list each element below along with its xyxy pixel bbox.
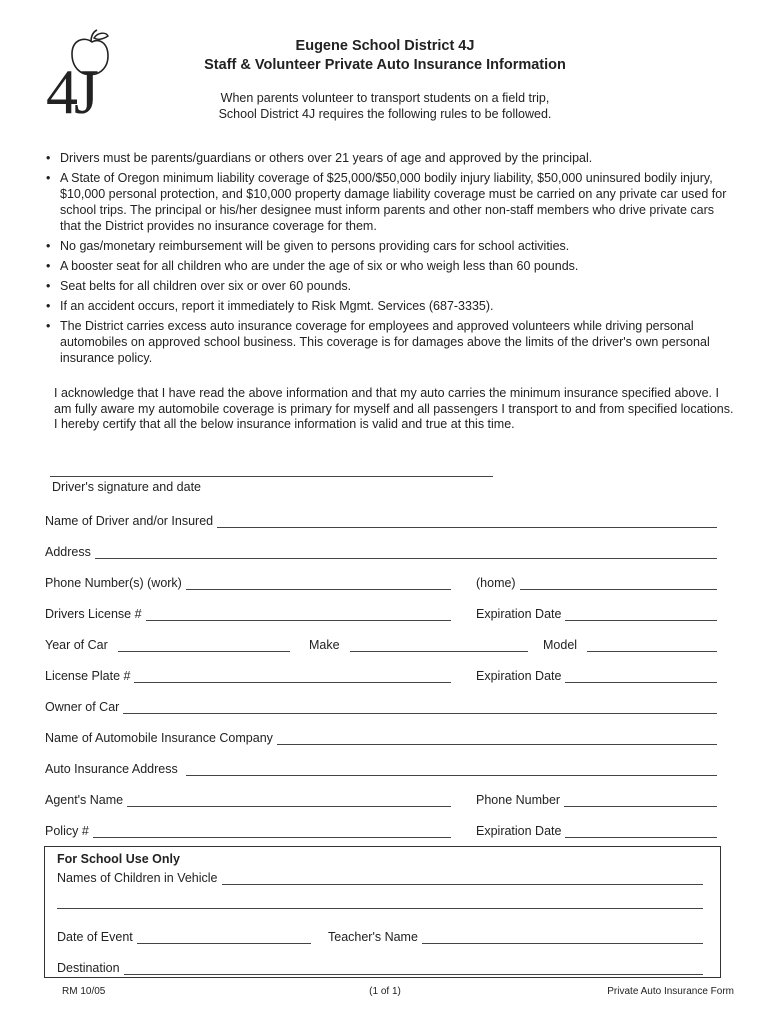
agent-phone-input[interactable] [564, 794, 717, 807]
plate-input[interactable] [134, 670, 451, 683]
rule-item: • The District carries excess auto insurance coverage for employees and approved volunteers while driving personal automobiles on approved school business. This coverage is for damages above the limits of the driver's own personal insurance policy. [44, 318, 734, 366]
children-names-input[interactable] [222, 872, 704, 885]
phone-home-field [476, 572, 717, 590]
destination-input[interactable] [124, 962, 703, 975]
policy-expiration-field [476, 820, 717, 838]
rule-item: • No gas/monetary reimbursement will be given to persons providing cars for school activities. [44, 238, 734, 254]
rule-item: • If an accident occurs, report it immediately to Risk Mgmt. Services (687-3335). [44, 298, 734, 314]
teacher-name-label: Teacher's Name [328, 930, 418, 944]
signature-line[interactable] [50, 476, 493, 477]
model-label: Model [543, 638, 578, 652]
insurance-company-label: Name of Automobile Insurance Company [45, 731, 273, 745]
policy-expiration-input[interactable] [565, 825, 717, 838]
agent-name-input[interactable] [127, 794, 451, 807]
driver-name-field [45, 510, 717, 528]
phone-work-field [45, 572, 451, 590]
phone-home-label: (home) [476, 576, 516, 590]
teacher-name-field [328, 926, 703, 944]
agent-name-field [45, 789, 451, 807]
children-names-input-line-2[interactable] [57, 908, 703, 909]
policy-expiration-label: Expiration Date [476, 824, 562, 838]
model-field [543, 634, 717, 652]
insurance-address-label: Auto Insurance Address [45, 762, 178, 776]
acknowledgement-text: I acknowledge that I have read the above information and that my auto carries the minimum insurance specified above. I am fully aware my automobile coverage is primary for myself and all passengers I transport to and from specified locations. I hereby certify that all the below insurance information is valid and true at this time. [54, 386, 734, 431]
signature-label: Driver's signature and date [52, 480, 201, 494]
agent-name-label: Agent's Name [45, 793, 124, 807]
policy-input[interactable] [93, 825, 451, 838]
form-title: Staff & Volunteer Private Auto Insurance Information [204, 57, 566, 73]
plate-label: License Plate # [45, 669, 131, 683]
insurance-company-field [45, 727, 717, 745]
event-date-field [57, 926, 311, 944]
event-date-input[interactable] [137, 931, 311, 944]
agent-phone-label: Phone Number [476, 793, 561, 807]
plate-field [45, 665, 451, 683]
license-expiration-label: Expiration Date [476, 607, 562, 621]
plate-expiration-field [476, 665, 717, 683]
children-names-field [57, 867, 703, 885]
year-label: Year of Car [45, 638, 108, 652]
insurance-address-input[interactable] [186, 763, 717, 776]
intro-line-1: When parents volunteer to transport students on a field trip, [220, 91, 550, 105]
rule-item: • Drivers must be parents/guardians or others over 21 years of age and approved by the principal. [44, 150, 734, 166]
license-expiration-field [476, 603, 717, 621]
children-names-label: Names of Children in Vehicle [57, 871, 218, 885]
intro-line-2: School District 4J requires the following rules to be followed. [218, 107, 552, 121]
make-input[interactable] [350, 639, 528, 652]
insurance-address-field [45, 758, 717, 776]
phone-home-input[interactable] [520, 577, 717, 590]
license-input[interactable] [146, 608, 451, 621]
driver-name-input[interactable] [217, 515, 717, 528]
form-name: Private Auto Insurance Form [607, 986, 734, 997]
address-input[interactable] [95, 546, 717, 559]
insurance-company-input[interactable] [277, 732, 717, 745]
year-input[interactable] [118, 639, 290, 652]
make-label: Make [309, 638, 340, 652]
license-label: Drivers License # [45, 607, 142, 621]
rule-item: • A State of Oregon minimum liability coverage of $25,000/$50,000 bodily injury liability, $50,000 uninsured bodily injury, $10,000 personal protection, and $10,000 property damage liability coverage must be carried on any private car used for school trips. The principal or his/her designee must inform parents and other non-staff members who drive private cars that the District provides no insurance coverage for them. [44, 170, 734, 234]
model-input[interactable] [587, 639, 717, 652]
license-field [45, 603, 451, 621]
form-code: RM 10/05 [62, 986, 106, 997]
year-field [45, 634, 290, 652]
owner-label: Owner of Car [45, 700, 120, 714]
phone-work-label: Phone Number(s) (work) [45, 576, 182, 590]
agent-phone-field [476, 789, 717, 807]
rule-item: • A booster seat for all children who are under the age of six or who weigh less than 60 pounds. [44, 258, 734, 274]
address-label: Address [45, 545, 91, 559]
destination-label: Destination [57, 961, 120, 975]
owner-field [45, 696, 717, 714]
school-use-heading: For School Use Only [57, 852, 180, 866]
teacher-name-input[interactable] [422, 931, 703, 944]
make-field [309, 634, 528, 652]
event-date-label: Date of Event [57, 930, 133, 944]
policy-field [45, 820, 451, 838]
page-number: (1 of 1) [369, 986, 401, 997]
driver-name-label: Name of Driver and/or Insured [45, 514, 214, 528]
license-expiration-input[interactable] [565, 608, 717, 621]
address-field [45, 541, 717, 559]
destination-field [57, 957, 703, 975]
policy-label: Policy # [45, 824, 89, 838]
owner-input[interactable] [123, 701, 717, 714]
phone-work-input[interactable] [186, 577, 451, 590]
plate-expiration-input[interactable] [565, 670, 717, 683]
plate-expiration-label: Expiration Date [476, 669, 562, 683]
form-title-district: Eugene School District 4J [295, 38, 475, 54]
rule-item: • Seat belts for all children over six or over 60 pounds. [44, 278, 734, 294]
logo-text: 4J [46, 56, 95, 127]
rules-list [44, 150, 734, 370]
